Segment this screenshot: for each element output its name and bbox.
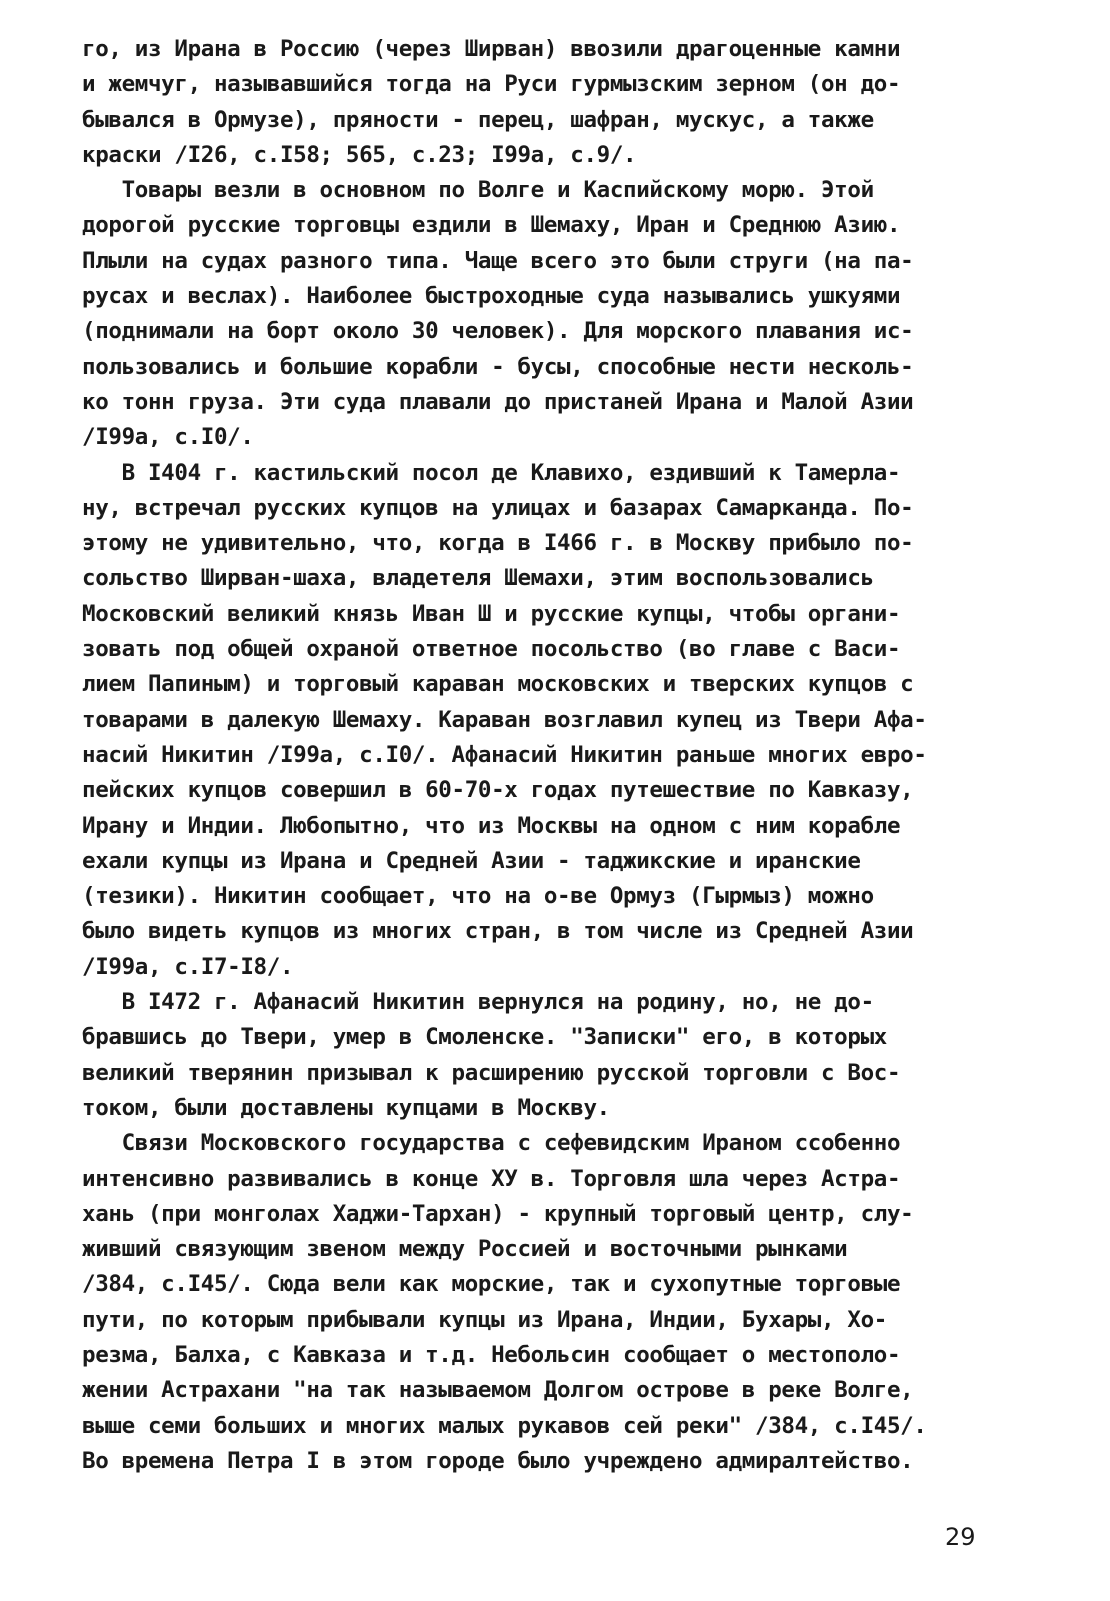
text-line: резма, Балха, с Кавказа и т.д. Небольсин сообщает о местополо- — [82, 1341, 901, 1368]
text-line: ну, встречал русских купцов на улицах и базарах Самарканда. По- — [82, 494, 914, 521]
text-line: В I472 г. Афанасий Никитин вернулся на родину, но, не до- — [82, 989, 874, 1016]
text-line: Во времена Петра I в этом городе было учреждено адмиралтейство. — [82, 1447, 914, 1474]
text-line: и жемчуг, называвшийся тогда на Руси гурмызским зерном (он до- — [82, 71, 901, 98]
page-number: 29 — [945, 1523, 976, 1551]
text-line: (поднимали на борт около 30 человек). Для морского плавания ис- — [82, 318, 914, 345]
text-line: Плыли на судах разного типа. Чаще всего это были струги (на па- — [82, 247, 914, 274]
text-line: русах и веслах). Наиболее быстроходные суда назывались ушкуями — [82, 283, 901, 310]
text-line: го, из Ирана в Россию (через Ширван) ввозили драгоценные камни — [82, 36, 901, 62]
text-line: ехали купцы из Ирана и Средней Азии - таджикские и иранские — [82, 847, 861, 874]
text-line: выше семи больших и многих малых рукавов сей реки" /384, с.I45/. — [82, 1412, 927, 1439]
text-line: краски /I26, c.I58; 565, с.23; I99а, с.9/. — [82, 141, 637, 168]
text-line: пейских купцов совершил в 60-70-х годах путешествие по Кавказу, — [82, 777, 914, 804]
text-line: ко тонн груза. Эти суда плавали до пристаней Ирана и Малой Азии — [82, 388, 914, 415]
text-line: товарами в далекую Шемаху. Караван возглавил купец из Твери Афа- — [82, 706, 927, 733]
text-line: (тезики). Никитин сообщает, что на о-ве Ормуз (Гырмыз) можно — [82, 883, 874, 910]
text-line: Связи Московского государства с сефевидским Ираном ссобенно — [82, 1130, 901, 1157]
text-line: бравшись до Твери, умер в Смоленске. "Записки" его, в которых — [82, 1024, 887, 1051]
text-line: /I99а, с.I7-I8/. — [82, 953, 294, 980]
text-line: пути, по которым прибывали купцы из Ирана, Индии, Бухары, Хо- — [82, 1306, 887, 1333]
text-line: пользовались и большие корабли - бусы, способные нести несколь- — [82, 353, 914, 380]
text-line: лием Папиным) и торговый караван московских и тверских купцов с — [82, 671, 914, 698]
text-line: живший связующим звеном между Россией и восточными рынками — [82, 1236, 848, 1263]
text-line: зовать под общей охраной ответное посольство (во главе с Васи- — [82, 636, 901, 663]
text-line: хань (при монголах Хаджи-Тархан) - крупный торговый центр, слу- — [82, 1200, 914, 1227]
text-line: этому не удивительно, что, когда в I466 г. в Москву прибыло по- — [82, 530, 914, 557]
text-line: сольство Ширван-шаха, владетеля Шемахи, этим воспользовались — [82, 565, 874, 592]
text-line: дорогой русские торговцы ездили в Шемаху, Иран и Среднюю Азию. — [82, 212, 901, 239]
text-line: насий Никитин /I99а, с.I0/. Афанасий Никитин раньше многих евро- — [82, 741, 927, 768]
text-line: было видеть купцов из многих стран, в том числе из Средней Азии — [82, 918, 914, 945]
text-line: током, были доставлены купцами в Москву. — [82, 1094, 610, 1121]
text-line: Ирану и Индии. Любопытно, что из Москвы на одном с ним корабле — [82, 812, 901, 839]
text-line: бывался в Ормузе), пряности - перец, шафран, мускус, а также — [82, 106, 874, 133]
text-line: В I404 г. кастильский посол де Клавихо, ездивший к Тамерла- — [82, 459, 901, 486]
text-line: великий тверянин призывал к расширению русской торговли с Вос- — [82, 1059, 901, 1086]
text-line: /384, с.I45/. Сюда вели как морские, так и сухопутные торговые — [82, 1271, 901, 1298]
text-line: интенсивно развивались в конце ХУ в. Торговля шла через Астра- — [82, 1165, 901, 1192]
text-line: Товары везли в основном по Волге и Каспийскому морю. Этой — [82, 177, 874, 204]
text-line: жении Астрахани "на так называемом Долгом острове в реке Волге, — [82, 1377, 914, 1404]
text-line: /I99а, с.I0/. — [82, 424, 254, 451]
text-line: Московский великий князь Иван Ш и русские купцы, чтобы органи- — [82, 600, 901, 627]
body-text — [82, 32, 1082, 1479]
